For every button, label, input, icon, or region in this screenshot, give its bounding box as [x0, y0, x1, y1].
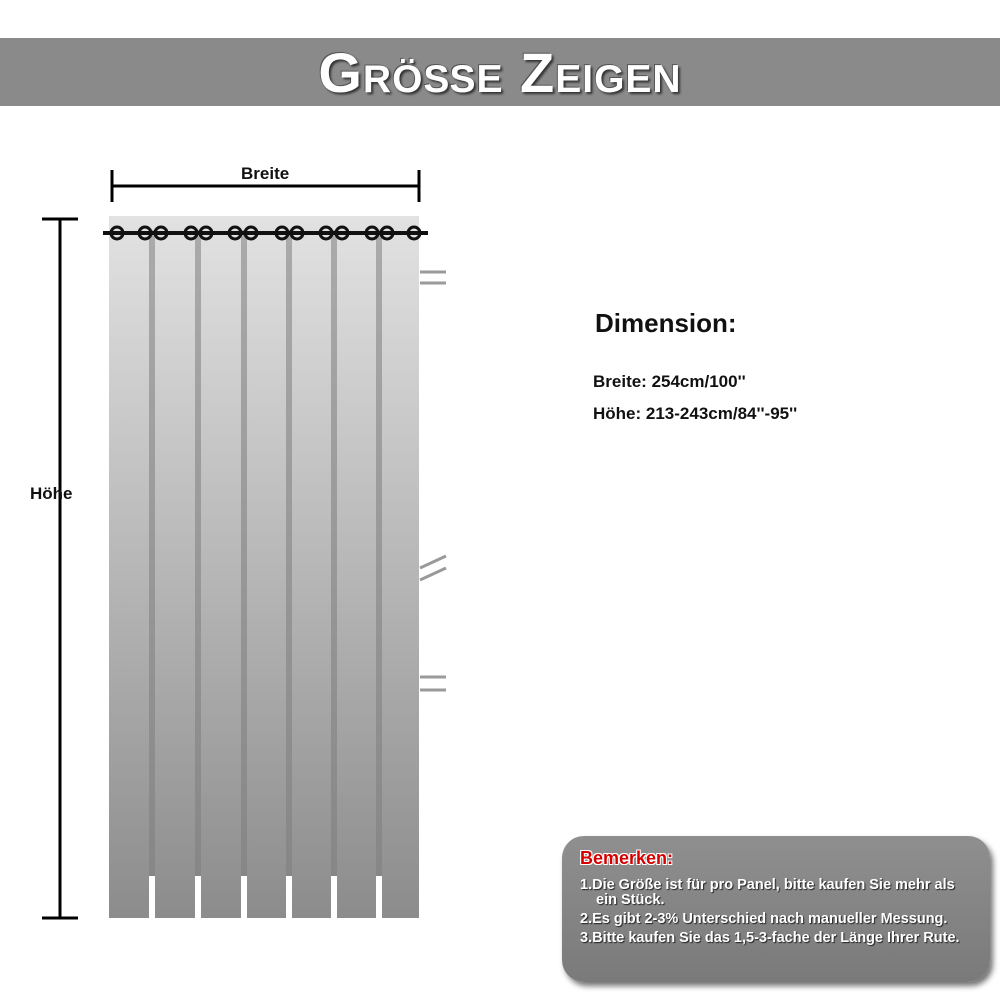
side-bracket-marks [420, 272, 446, 690]
notes-box [562, 836, 990, 982]
note-item: 2.Es gibt 2-3% Unterschied nach manueller Messung. [580, 911, 948, 927]
note-item: 3.Bitte kaufen Sie das 1,5-3-fache der Länge Ihrer Rute. [580, 930, 960, 946]
curtain-panel [109, 216, 419, 918]
width-label: Breite [241, 164, 290, 183]
notes-list [578, 878, 978, 950]
notes-title: Bemerken: [580, 848, 674, 868]
width-spec: Breite: 254cm/100'' [593, 372, 746, 391]
height-label: Höhe [30, 484, 73, 503]
dimension-title: Dimension: [595, 308, 737, 338]
page-title: Größe Zeigen [318, 40, 682, 104]
height-spec: Höhe: 213-243cm/84''-95'' [593, 404, 798, 423]
height-dimension-line [42, 219, 78, 918]
note-item: 1.Die Größe ist für pro Panel, bitte kaufen Sie mehr als ein Stück. [580, 877, 955, 908]
